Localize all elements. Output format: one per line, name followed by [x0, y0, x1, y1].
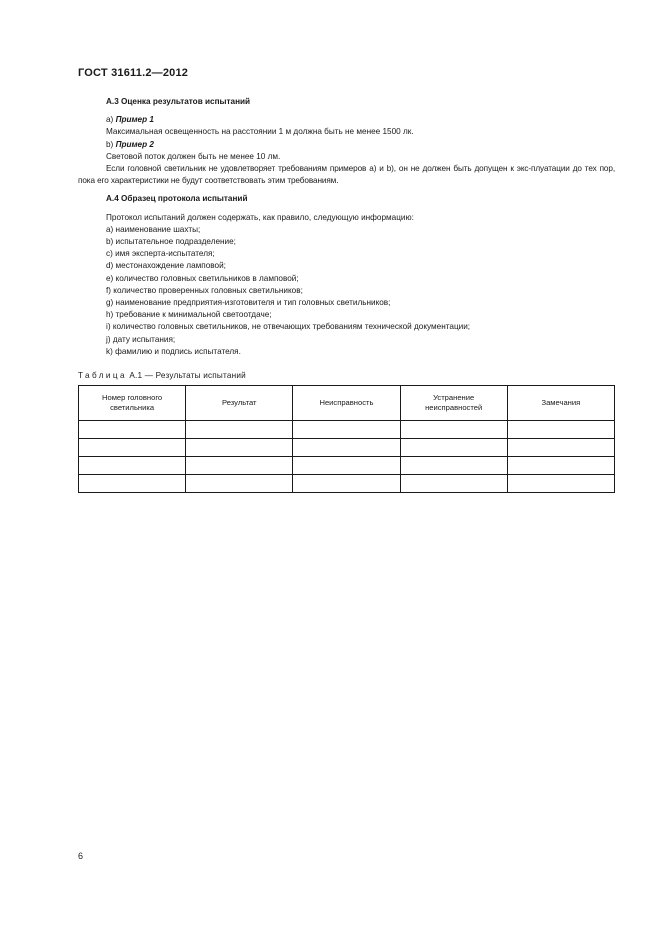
column-header-remarks: Замечания — [507, 386, 614, 421]
example-1-text: Максимальная освещенность на расстоянии 1 м должна быть не менее 1500 лк. — [106, 127, 414, 137]
list-item: а) наименование шахты; — [106, 224, 201, 234]
table-body — [79, 421, 615, 493]
table-row — [79, 439, 615, 457]
list-item: j) дату испытания; — [106, 334, 176, 344]
table-caption-prefix: Таблица — [78, 371, 127, 381]
page-number: 6 — [78, 851, 84, 861]
section-a4-title: А.4 Образец протокола испытаний — [106, 194, 248, 204]
document-body — [78, 96, 615, 493]
example-2-text: Световой поток должен быть не менее 10 лм. — [106, 151, 281, 161]
column-header-result: Результат — [186, 386, 293, 421]
document-header: ГОСТ 31611.2—2012 — [78, 67, 189, 79]
list-item: g) наименование предприятия-изготовителя и тип головных светильников; — [106, 298, 391, 308]
example-1-prefix: а) — [106, 115, 114, 125]
table-row — [79, 457, 615, 475]
example-1-label: Пример 1 — [115, 115, 154, 125]
section-a3-title: А.3 Оценка результатов испытаний — [106, 97, 251, 106]
list-item: с) имя эксперта-испытателя; — [106, 249, 215, 259]
list-item: f) количество проверенных головных светильников; — [106, 285, 303, 295]
list-item: b) испытательное подразделение; — [106, 237, 236, 247]
column-header-lamp-number: Номер головного светильника — [79, 386, 186, 421]
results-table — [78, 385, 615, 493]
table-caption — [78, 370, 615, 382]
table-row — [79, 421, 615, 439]
section-a4-intro: Протокол испытаний должен содержать, как правило, следующую информацию: — [106, 212, 414, 222]
list-item: е) количество головных светильников в ламповой; — [106, 273, 299, 283]
list-item: i) количество головных светильников, не отвечающих требованиям технической документации; — [106, 322, 471, 332]
example-2-label: Пример 2 — [115, 139, 154, 149]
table-caption-title: А.1 — Результаты испытаний — [129, 371, 246, 381]
column-header-fix: Устранение неисправностей — [400, 386, 507, 421]
table-header-row — [79, 386, 615, 421]
list-item: k) фамилию и подпись испытателя. — [106, 346, 241, 356]
example-2-prefix: b) — [106, 139, 114, 149]
list-item: h) требование к минимальной светоотдаче; — [106, 310, 272, 320]
example-2-heading — [78, 139, 615, 151]
column-header-fault: Неисправность — [293, 386, 400, 421]
example-1-heading — [78, 114, 615, 126]
list-item: d) местонахождение ламповой; — [106, 261, 226, 271]
table-row — [79, 475, 615, 493]
section-a3-paragraph: Если головной светильник не удовлетворяет требованиям примеров а) и b), он не должен быть допущен к экс-плуатации до тех пор, пока его характеристики не будут соответствовать этим требованиям. — [78, 164, 615, 186]
